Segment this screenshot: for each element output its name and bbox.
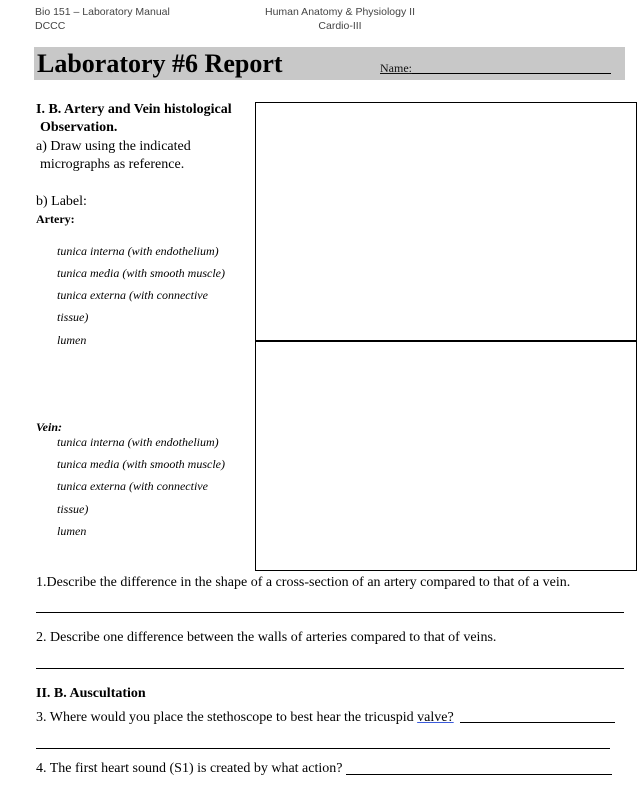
question-1: 1.Describe the difference in the shape of a cross-section of an artery compared to that of a vein. — [36, 575, 571, 590]
artery-item: lumen — [57, 333, 87, 347]
vein-drawing-box[interactable] — [255, 340, 637, 571]
question-3-word: valve? — [417, 710, 454, 725]
artery-item: tunica interna (with endothelium) — [57, 244, 219, 258]
instruction-b: b) Label: — [36, 194, 87, 209]
answer-line-2[interactable] — [36, 668, 624, 669]
artery-label: Artery: — [36, 212, 75, 226]
answer-line-4[interactable] — [346, 774, 612, 775]
artery-item: tunica externa (with connective — [57, 288, 208, 302]
header-left — [35, 5, 170, 33]
section1-heading: I. B. Artery and Vein histological — [36, 102, 232, 117]
answer-line-3b[interactable] — [36, 748, 610, 749]
question-3 — [36, 709, 454, 727]
instruction-a-cont: micrographs as reference. — [40, 157, 185, 172]
artery-item: tissue) — [57, 310, 89, 324]
question-2: 2. Describe one difference between the walls of arteries compared to that of veins. — [36, 630, 497, 645]
question-4: 4. The first heart sound (S1) is created by what action? — [36, 761, 343, 776]
header-center — [240, 5, 440, 33]
vein-item: lumen — [57, 524, 87, 538]
section1-heading-cont: Observation. — [40, 120, 118, 135]
header-course: Bio 151 – Laboratory Manual — [35, 6, 170, 18]
vein-item: tissue) — [57, 502, 89, 516]
vein-item: tunica media (with smooth muscle) — [57, 457, 225, 471]
artery-item: tunica media (with smooth muscle) — [57, 266, 225, 280]
header-subject: Human Anatomy & Physiology II — [265, 6, 415, 18]
artery-drawing-box[interactable] — [255, 102, 637, 342]
question-3-text: 3. Where would you place the stethoscope to best hear the tricuspid — [36, 710, 418, 725]
header-unit: Cardio-III — [318, 20, 362, 32]
vein-item: tunica interna (with endothelium) — [57, 435, 219, 449]
page-title: Laboratory #6 Report — [37, 49, 283, 78]
answer-line-3[interactable] — [460, 722, 615, 723]
name-label: Name: — [380, 61, 412, 75]
answer-line-1[interactable] — [36, 612, 624, 613]
name-field[interactable] — [412, 73, 611, 74]
section2-heading: II. B. Auscultation — [36, 686, 146, 701]
instruction-a: a) Draw using the indicated — [36, 139, 191, 154]
header-college: DCCC — [35, 20, 66, 32]
vein-item: tunica externa (with connective — [57, 479, 208, 493]
vein-label: Vein: — [36, 420, 63, 434]
